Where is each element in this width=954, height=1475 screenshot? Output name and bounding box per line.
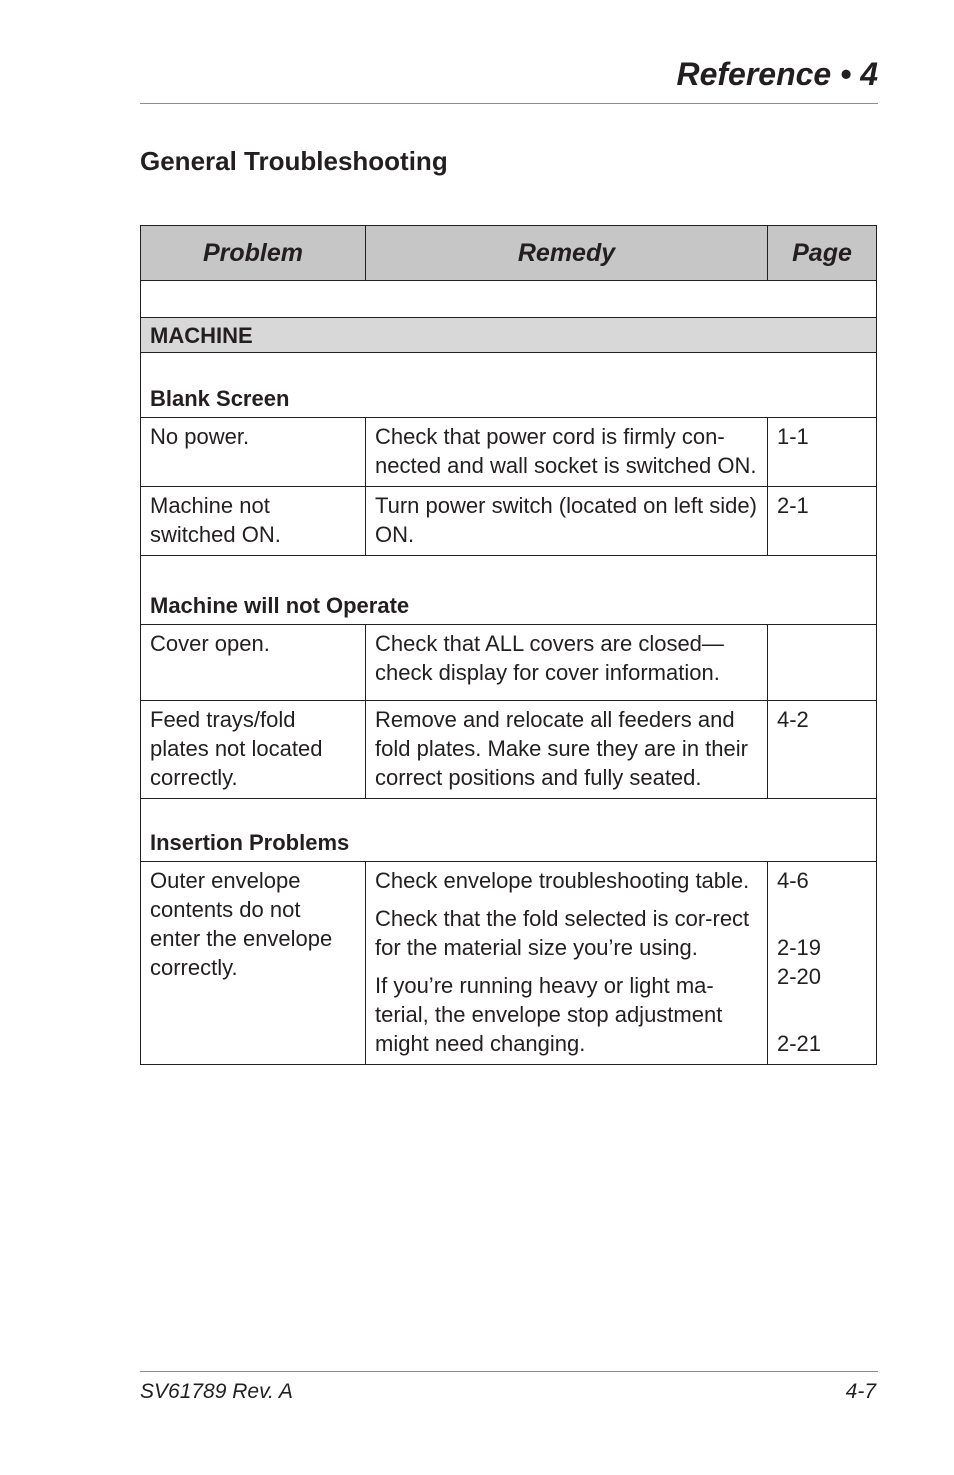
problem-cell: No power. (141, 418, 366, 487)
page-cell: 2-1 (768, 487, 877, 556)
problem-cell: Machine not switched ON. (141, 487, 366, 556)
page-ref: 4-6 (777, 868, 809, 893)
table-row (141, 862, 877, 1065)
remedy-item: If you’re running heavy or light ma-terial, the envelope stop adjustment might need changing. (375, 973, 723, 1056)
problem-cell: Feed trays/fold plates not located correctly. (141, 701, 366, 799)
table-row (141, 701, 877, 799)
page-cell (768, 625, 877, 701)
problem-cell: Outer envelope contents do not enter the envelope correctly. (141, 862, 366, 1065)
subheading-insertion-problems: Insertion Problems (141, 799, 877, 862)
page-number: 4-7 (845, 1380, 876, 1403)
subheading-blank-screen: Blank Screen (141, 353, 877, 418)
page-ref: 2-21 (777, 1031, 822, 1056)
subheading-machine-will-not-operate: Machine will not Operate (141, 556, 877, 625)
subheading-row (141, 799, 877, 862)
page-cell (768, 862, 877, 1065)
table-row (141, 625, 877, 701)
remedy-cell (366, 862, 768, 1065)
remedy-item: Check that the fold selected is cor-rect for the material size you’re using. (375, 906, 750, 960)
page-ref: 2-19 2-20 (777, 935, 822, 989)
remedy-cell: Remove and relocate all feeders and fold plates. Make sure they are in their correct positions and fully seated. (366, 701, 768, 799)
document-number: SV61789 Rev. A (140, 1380, 293, 1403)
table-row (141, 418, 877, 487)
spacer-row (141, 281, 877, 318)
troubleshooting-table (140, 225, 877, 1065)
category-label: MACHINE (141, 318, 877, 353)
section-title: General Troubleshooting (140, 146, 448, 176)
remedy-cell: Turn power switch (located on left side) ON. (366, 487, 768, 556)
table-header-row (141, 226, 877, 281)
header-divider (140, 103, 878, 104)
column-header-problem: Problem (141, 226, 366, 281)
table-row (141, 487, 877, 556)
page-cell: 4-2 (768, 701, 877, 799)
remedy-item: Check envelope troubleshooting table. (375, 868, 750, 893)
remedy-cell: Check that power cord is firmly con-nected and wall socket is switched ON. (366, 418, 768, 487)
page-cell: 1-1 (768, 418, 877, 487)
subheading-row (141, 556, 877, 625)
category-row (141, 318, 877, 353)
column-header-remedy: Remedy (366, 226, 768, 281)
problem-cell: Cover open. (141, 625, 366, 701)
subheading-row (141, 353, 877, 418)
chapter-header: Reference • 4 (676, 56, 878, 92)
column-header-page: Page (768, 226, 877, 281)
footer-divider (140, 1371, 878, 1372)
remedy-cell: Check that ALL covers are closed—check display for cover information. (366, 625, 768, 701)
